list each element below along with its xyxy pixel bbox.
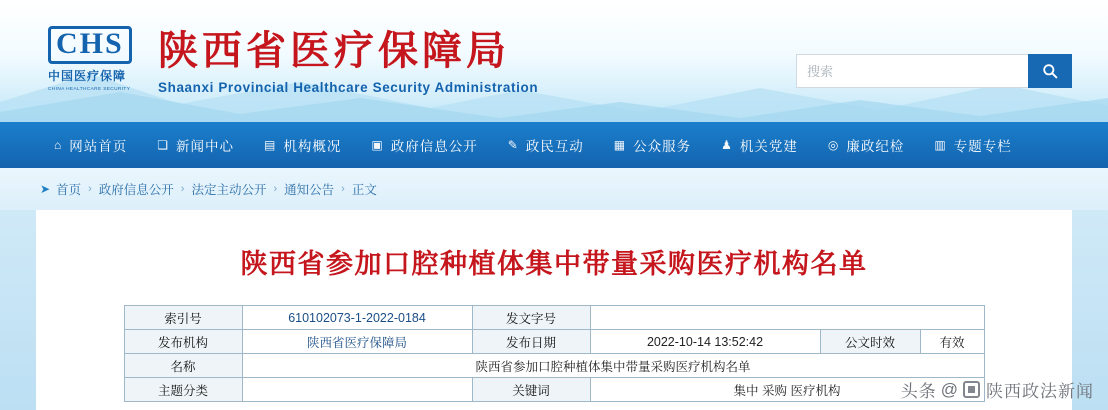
cell-label-name: 名称 (124, 354, 242, 378)
logo-subtitle-cn: 中国医疗保障 (48, 69, 127, 83)
breadcrumb-separator-3: › (341, 183, 345, 195)
nav-label-2: 机构概况 (283, 139, 342, 154)
nav-label-3: 政府信息公开 (390, 139, 478, 154)
cell-value-category (242, 378, 472, 402)
nav-label-1: 新闻中心 (176, 139, 235, 154)
table-row (124, 354, 984, 378)
logo-subtitle-en: CHINA HEALTHCARE SECURITY (48, 86, 131, 92)
cell-label-publisher: 发布机构 (124, 330, 242, 354)
watermark-platform: 头条 (900, 382, 937, 401)
nav-label-0: 网站首页 (69, 139, 128, 154)
cell-label-index: 索引号 (124, 306, 242, 330)
nav-label-7: 廉政纪检 (846, 139, 905, 154)
cell-value-docnum (590, 306, 984, 330)
breadcrumb-separator-1: › (180, 183, 185, 195)
page-title: 陕西省参加口腔种植体集中带量采购医疗机构名单 (240, 249, 868, 279)
cell-value-validity: 有效 (920, 330, 984, 354)
breadcrumb-item-4: 正文 (351, 183, 377, 197)
home-icon: ⌂ (54, 138, 63, 152)
main-navigation (0, 122, 1108, 168)
watermark-account: 陕西政法新闻 (986, 382, 1094, 401)
shield-icon: ◎ (827, 138, 840, 152)
nav-label-6: 机关党建 (739, 139, 798, 154)
nav-item-3[interactable] (371, 135, 477, 155)
nav-item-8[interactable] (934, 135, 1011, 155)
location-icon: ➤ (40, 182, 51, 196)
search-input[interactable] (796, 54, 1028, 88)
logo-text: CHS (48, 26, 132, 64)
cell-label-publishdate: 发布日期 (472, 330, 590, 354)
breadcrumb-separator-2: › (273, 183, 278, 195)
news-icon: ❏ (157, 138, 170, 152)
site-header (0, 0, 1108, 122)
nav-label-8: 专题专栏 (953, 139, 1012, 154)
site-title-block (158, 26, 538, 95)
watermark (901, 377, 1094, 402)
nav-label-5: 公众服务 (633, 139, 692, 154)
breadcrumb-item-3[interactable]: 通知公告 (284, 183, 335, 197)
cell-label-keywords: 关键词 (472, 378, 590, 402)
nav-item-7[interactable] (828, 135, 904, 155)
breadcrumb-separator-0: › (88, 183, 92, 195)
breadcrumb-item-1[interactable]: 政府信息公开 (98, 183, 174, 197)
service-icon: ▦ (613, 138, 627, 152)
site-title-cn: 陕西省医疗保障局 (158, 28, 510, 73)
search-icon (1042, 63, 1058, 79)
cell-value-keywords: 集中 采购 医疗机构 (590, 378, 984, 402)
site-title-en: Shaanxi Provincial Healthcare Security Administration (158, 80, 539, 95)
cell-value-index: 610102073-1-2022-0184 (242, 306, 472, 330)
watermark-separator: @ (940, 379, 959, 399)
breadcrumb (0, 168, 1108, 210)
nav-item-0[interactable] (54, 135, 127, 155)
chs-logo-mark (48, 26, 144, 98)
document-icon: ▣ (371, 138, 384, 152)
site-logo[interactable] (48, 26, 538, 98)
table-row (124, 330, 984, 354)
nav-item-2[interactable] (264, 135, 341, 155)
cell-value-publisher: 陕西省医疗保障局 (242, 330, 472, 354)
chat-icon: ✎ (507, 138, 519, 152)
building-icon: ▤ (264, 138, 277, 152)
nav-item-4[interactable] (508, 135, 584, 155)
nav-item-5[interactable] (614, 135, 691, 155)
table-row (124, 378, 984, 402)
search-button[interactable] (1028, 54, 1072, 88)
cell-label-validity: 公文时效 (820, 330, 920, 354)
search-box[interactable] (796, 54, 1072, 88)
nav-label-4: 政民互动 (525, 139, 584, 154)
cell-label-category: 主题分类 (124, 378, 242, 402)
cell-label-docnum: 发文字号 (472, 306, 590, 330)
person-icon: ♟ (721, 138, 733, 152)
breadcrumb-item-0[interactable]: 首页 (56, 183, 82, 197)
nav-item-1[interactable] (157, 135, 234, 155)
breadcrumb-item-2[interactable]: 法定主动公开 (191, 183, 267, 197)
cell-value-publishdate: 2022-10-14 13:52:42 (590, 330, 820, 354)
nav-item-6[interactable] (721, 135, 798, 155)
document-info-table (124, 305, 985, 402)
column-icon: ▥ (934, 138, 947, 152)
watermark-logo-icon (963, 381, 980, 398)
table-row (124, 306, 984, 330)
cell-value-name: 陕西省参加口腔种植体集中带量采购医疗机构名单 (242, 354, 984, 378)
